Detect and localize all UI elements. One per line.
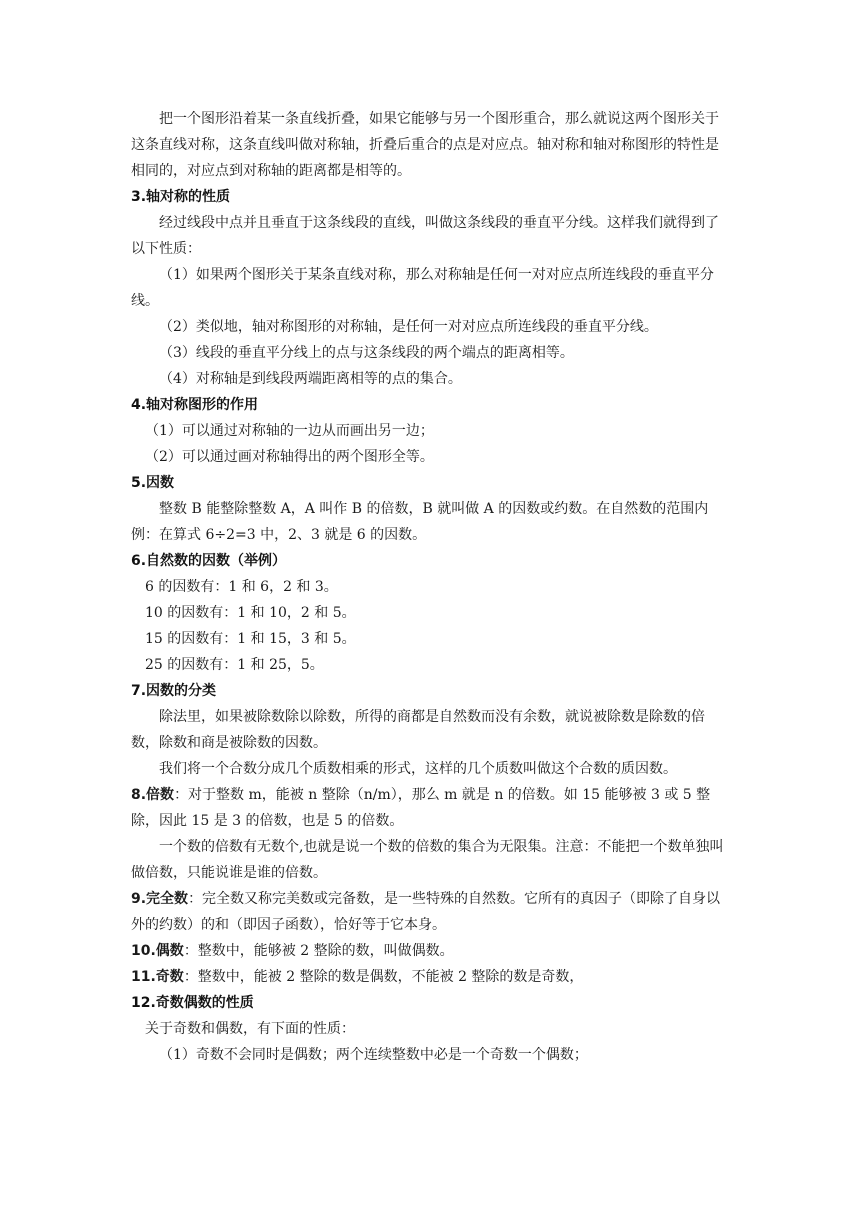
section-4-heading: 4.轴对称图形的作用: [131, 397, 259, 413]
section-9-line: [131, 886, 731, 938]
section-3-paragraph: 经过线段中点并且垂直于这条线段的直线，叫做这条线段的垂直平分线。这样我们就得到了以下性质：: [131, 215, 719, 257]
section-5-heading: 5.因数: [131, 475, 175, 491]
section-7-paragraph-1: 除法里，如果被除数除以除数，所得的商都是自然数而没有余数，就说被除数是除数的倍数，除数和商是被除数的因数。: [131, 709, 705, 751]
section-6-item-1: 6 的因数有：1 和 6，2 和 3。: [145, 579, 338, 595]
section-10-text: ：整数中，能够被 2 整除的数，叫做偶数。: [183, 943, 454, 959]
document-body: [131, 106, 731, 1068]
section-3-item-2: （2）类似地，轴对称图形的对称轴，是任何一对对应点所连线段的垂直平分线。: [159, 319, 658, 335]
section-9-heading: 9.完全数: [131, 891, 189, 907]
section-6-heading: 6.自然数的因数（举例）: [131, 553, 287, 569]
section-8-line: [131, 782, 731, 834]
section-3-item-1: （1）如果两个图形关于某条直线对称，那么对称轴是任何一对对应点所连线段的垂直平分线。: [131, 267, 714, 309]
section-12-item-1: （1）奇数不会同时是偶数；两个连续整数中必是一个奇数一个偶数；: [159, 1047, 588, 1063]
section-5-paragraph: 整数 B 能整除整数 A，A 叫作 B 的倍数，B 就叫做 A 的因数或约数。在自然数的范围内例：在算式 6÷2=3 中，2、3 就是 6 的因数。: [131, 501, 709, 543]
section-8-text: ：对于整数 m，能被 n 整除（n/m），那么 m 就是 n 的倍数。如 15 能够被 3 或 5 整除，因此 15 是 3 的倍数，也是 5 的倍数。: [131, 787, 711, 829]
section-6-item-4: 25 的因数有：1 和 25，5。: [145, 657, 324, 673]
section-6-item-3: 15 的因数有：1 和 15，3 和 5。: [145, 631, 356, 647]
section-4-item-2: （2）可以通过画对称轴得出的两个图形全等。: [145, 449, 434, 465]
section-11-line: [131, 964, 731, 990]
section-8-heading: 8.倍数: [131, 787, 175, 803]
section-4-item-1: （1）可以通过对称轴的一边从而画出另一边；: [145, 423, 434, 439]
section-3-heading: 3.轴对称的性质: [131, 189, 231, 205]
section-11-heading: 11.奇数: [131, 969, 184, 985]
section-6-item-2: 10 的因数有：1 和 10，2 和 5。: [145, 605, 356, 621]
section-9-text: ：完全数又称完美数或完备数，是一些特殊的自然数。它所有的真因子（即除了自身以外的约数）的和（即因子函数），恰好等于它本身。: [131, 891, 721, 933]
section-3-item-3: （3）线段的垂直平分线上的点与这条线段的两个端点的距离相等。: [159, 345, 574, 361]
section-12-heading: 12.奇数偶数的性质: [131, 995, 254, 1011]
intro-paragraph: 把一个图形沿着某一条直线折叠，如果它能够与另一个图形重合，那么就说这两个图形关于这条直线对称，这条直线叫做对称轴，折叠后重合的点是对应点。轴对称和轴对称图形的特性是相同的，对应点到对称轴的距离都是相等的。: [131, 111, 719, 179]
section-7-paragraph-2: 我们将一个合数分成几个质数相乘的形式，这样的几个质数叫做这个合数的质因数。: [159, 761, 677, 777]
section-3-item-4: （4）对称轴是到线段两端距离相等的点的集合。: [159, 371, 462, 387]
section-11-text: ：整数中，能被 2 整除的数是偶数，不能被 2 整除的数是奇数，: [183, 969, 584, 985]
section-10-heading: 10.偶数: [131, 943, 184, 959]
section-7-heading: 7.因数的分类: [131, 683, 217, 699]
section-8-paragraph: 一个数的倍数有无数个,也就是说一个数的倍数的集合为无限集。注意：不能把一个数单独叫做倍数，只能说谁是谁的倍数。: [131, 839, 724, 881]
section-10-line: [131, 938, 731, 964]
section-12-paragraph: 关于奇数和偶数，有下面的性质：: [145, 1021, 355, 1037]
